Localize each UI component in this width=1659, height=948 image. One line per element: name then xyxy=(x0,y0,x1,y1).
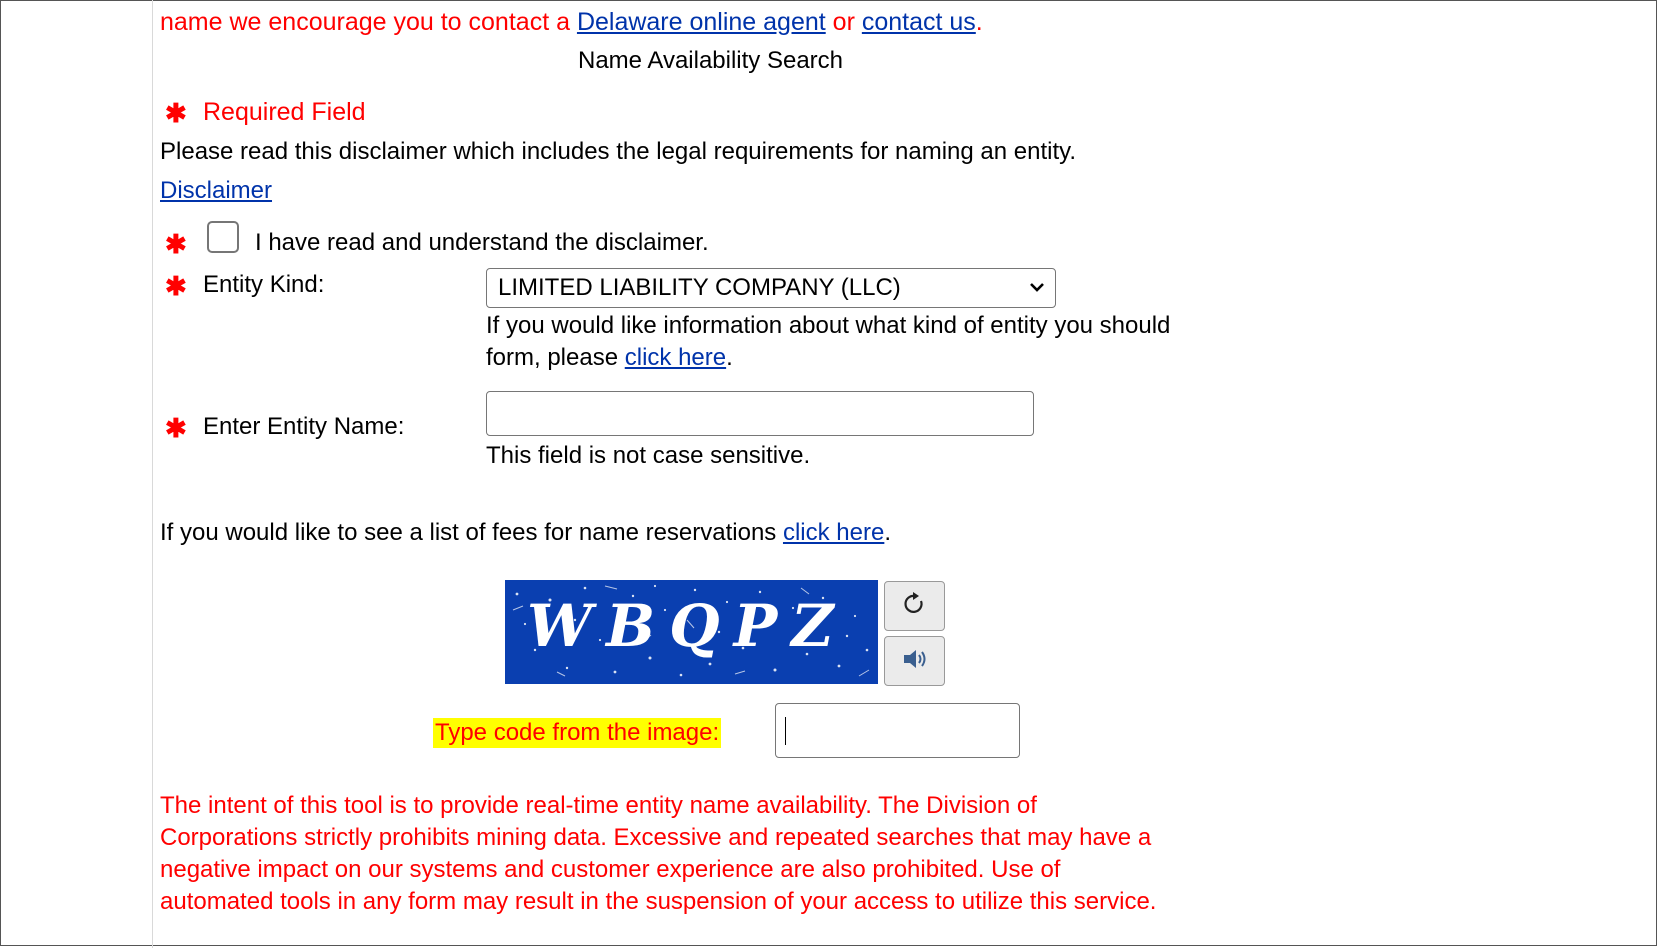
intro-line xyxy=(160,8,983,37)
disclaimer-link[interactable]: Disclaimer xyxy=(160,177,273,204)
fees-suffix: . xyxy=(884,519,892,546)
disclaimer-checkbox[interactable] xyxy=(207,221,239,253)
intro-prefix: name we encourage you to contact a xyxy=(160,8,577,36)
speaker-icon xyxy=(900,646,930,677)
captcha-code-label: Type code from the image: xyxy=(435,719,720,746)
page-title: Name Availability Search xyxy=(578,47,844,74)
captcha-code-input[interactable] xyxy=(775,703,1020,758)
required-asterisk-icon: ✱ xyxy=(165,98,187,128)
delaware-agent-link[interactable]: Delaware online agent xyxy=(576,8,826,36)
captcha-audio-button[interactable] xyxy=(884,636,945,686)
help-prefix: form, please xyxy=(486,344,625,371)
required-asterisk-icon: ✱ xyxy=(165,413,187,443)
entity-kind-label: Entity Kind: xyxy=(203,271,325,298)
notice-line: The intent of this tool is to provide real-time entity name availability. The Division of xyxy=(160,792,1037,819)
required-asterisk-icon: ✱ xyxy=(165,229,187,259)
notice-line: automated tools in any form may result in the suspension of your access to utilize this service. xyxy=(160,888,1157,915)
entity-kind-value: LIMITED LIABILITY COMPANY (LLC) xyxy=(498,274,901,301)
help-suffix: . xyxy=(726,344,733,371)
fees-line xyxy=(160,519,891,547)
required-asterisk-icon: ✱ xyxy=(165,271,187,301)
captcha-code-text: WBQPZ xyxy=(527,592,848,660)
entity-kind-help-line2 xyxy=(486,344,733,372)
notice-line: Corporations strictly prohibits mining data. Excessive and repeated searches that may have a xyxy=(160,824,1152,851)
entity-kind-help-line1: If you would like information about what kind of entity you should xyxy=(486,312,1171,339)
left-column-divider xyxy=(152,0,153,948)
entity-kind-info-link[interactable]: click here xyxy=(624,344,727,371)
captcha-refresh-button[interactable] xyxy=(884,581,945,631)
required-field-note: Required Field xyxy=(203,98,366,126)
text-caret xyxy=(785,717,786,745)
intro-period: . xyxy=(975,8,983,36)
entity-name-hint: This field is not case sensitive. xyxy=(486,442,811,469)
entity-kind-select[interactable] xyxy=(486,268,1056,308)
refresh-icon xyxy=(902,591,928,622)
entity-name-label: Enter Entity Name: xyxy=(203,413,405,440)
contact-us-link[interactable]: contact us xyxy=(861,8,976,36)
usage-notice xyxy=(160,790,1320,918)
fees-link[interactable]: click here xyxy=(782,519,885,546)
disclaimer-prompt: Please read this disclaimer which includes the legal requirements for naming an entity. xyxy=(160,138,1077,165)
entity-name-input[interactable] xyxy=(486,391,1034,436)
acknowledge-label: I have read and understand the disclaimer. xyxy=(255,229,709,256)
notice-line: negative impact on our systems and customer experience are also prohibited. Use of xyxy=(160,856,1061,883)
intro-or: or xyxy=(825,8,862,36)
fees-prefix: If you would like to see a list of fees for name reservations xyxy=(160,519,783,546)
